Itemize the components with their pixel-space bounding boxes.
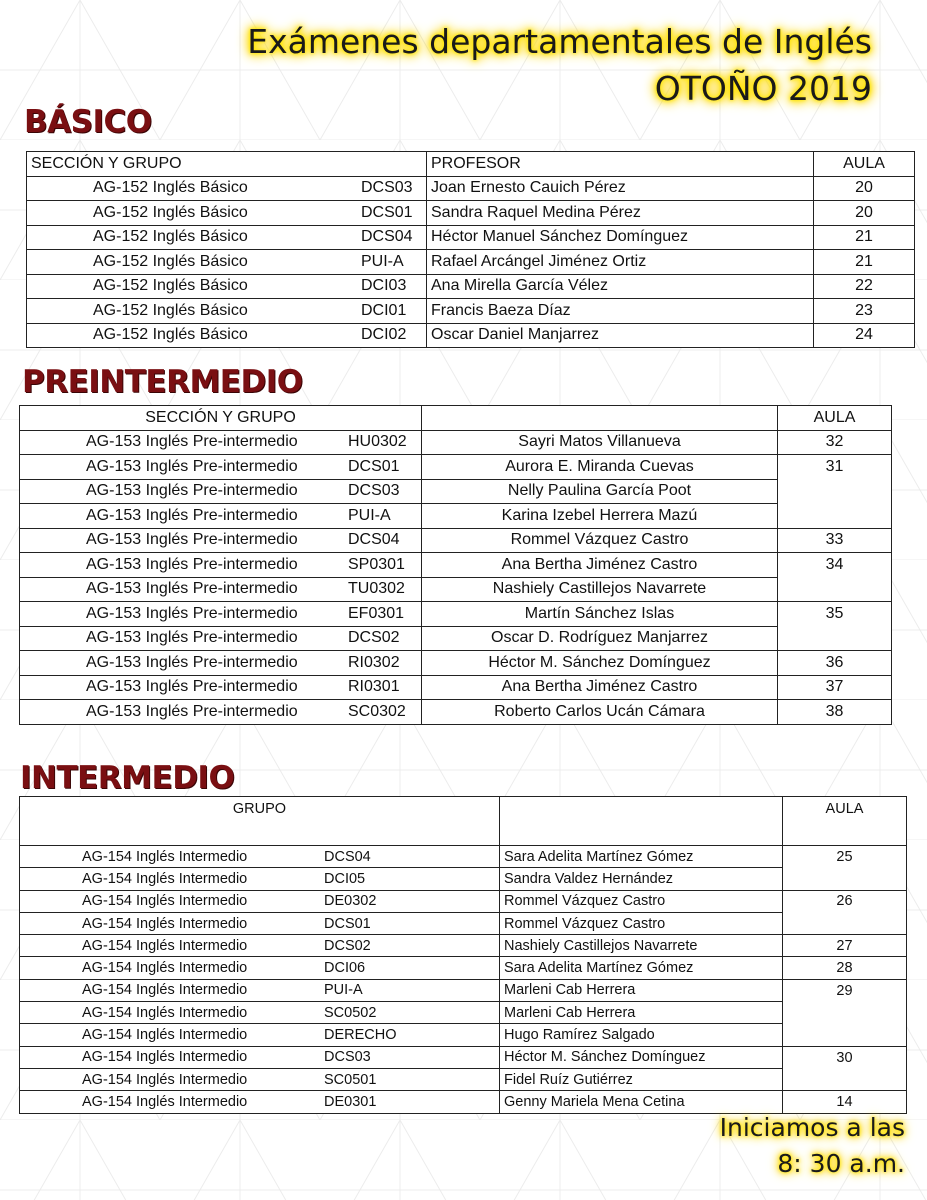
teacher-cell: Rafael Arcángel Jiménez Ortiz (427, 250, 814, 275)
teacher-cell: Roberto Carlos Ucán Cámara (422, 700, 778, 725)
course-name: AG-152 Inglés Básico (93, 252, 248, 270)
note-line-2: 8: 30 a.m. (777, 1149, 905, 1178)
table-row (20, 504, 892, 529)
course-name: AG-154 Inglés Intermedio (82, 982, 248, 999)
course-name: AG-153 Inglés Pre-intermedio (86, 629, 298, 647)
group-code: DCS01 (324, 915, 371, 932)
group-code: DCS03 (361, 179, 413, 197)
header-aula: AULA (814, 152, 915, 177)
teacher-cell: Karina Izebel Herrera Mazú (422, 504, 778, 529)
group-code: DCI06 (324, 960, 366, 977)
section-group-cell (20, 1046, 500, 1068)
aula-cell: 23 (814, 299, 915, 324)
table-row (20, 890, 907, 912)
group-code: TU0302 (348, 580, 405, 598)
table-row (27, 225, 915, 250)
course-name: AG-154 Inglés Intermedio (82, 1093, 248, 1110)
table-preintermedio (19, 405, 892, 725)
course-name: AG-154 Inglés Intermedio (82, 1049, 248, 1066)
header-aula: AULA (783, 797, 907, 846)
group-code: DCI01 (361, 301, 407, 319)
group-code: DCS04 (361, 228, 413, 246)
aula-cell: 25 (783, 846, 907, 868)
group-code: DCS04 (324, 848, 371, 865)
course-name: AG-152 Inglés Básico (93, 301, 248, 319)
header-seccion: SECCIÓN Y GRUPO (20, 406, 422, 431)
course-name: AG-153 Inglés Pre-intermedio (86, 702, 298, 720)
course-name: AG-152 Inglés Básico (93, 277, 248, 295)
group-code: PUI-A (361, 252, 404, 270)
section-group-cell (20, 1091, 500, 1113)
teacher-cell: Héctor M. Sánchez Domínguez (500, 1046, 783, 1068)
table-row (20, 528, 892, 553)
note-line-1: Iniciamos a las (719, 1113, 905, 1142)
section-group-cell (20, 1002, 500, 1024)
table-row (20, 553, 892, 578)
aula-cell (778, 626, 892, 651)
table-row (27, 323, 915, 348)
group-code: EF0301 (348, 604, 405, 622)
header-profesor-empty (422, 406, 778, 431)
group-code: SC0501 (324, 1071, 377, 1088)
heading-basico: BÁSICO (24, 104, 152, 140)
aula-cell: 36 (778, 651, 892, 676)
table-row (27, 274, 915, 299)
teacher-cell: Rommel Vázquez Castro (422, 528, 778, 553)
section-group-cell (20, 675, 422, 700)
teacher-cell: Marleni Cab Herrera (500, 1002, 783, 1024)
table-header-row (20, 406, 892, 431)
section-group-cell (20, 577, 422, 602)
group-code: DCS02 (324, 937, 371, 954)
title-line-2: OTOÑO 2019 (654, 69, 872, 108)
group-code: DCI02 (361, 326, 407, 344)
teacher-cell: Héctor Manuel Sánchez Domínguez (427, 225, 814, 250)
section-group-cell (20, 912, 500, 934)
section-group-cell (27, 225, 427, 250)
group-code: SC0302 (348, 702, 406, 720)
aula-cell (783, 1002, 907, 1024)
course-name: AG-153 Inglés Pre-intermedio (86, 604, 298, 622)
teacher-cell: Nashiely Castillejos Navarrete (422, 577, 778, 602)
teacher-cell: Rommel Vázquez Castro (500, 890, 783, 912)
section-group-cell (20, 504, 422, 529)
teacher-cell: Hugo Ramírez Salgado (500, 1024, 783, 1046)
group-code: DCS01 (348, 457, 400, 475)
table-row (20, 455, 892, 480)
teacher-cell: Martín Sánchez Islas (422, 602, 778, 627)
aula-cell (783, 912, 907, 934)
course-name: AG-152 Inglés Básico (93, 326, 248, 344)
course-name: AG-154 Inglés Intermedio (82, 1027, 248, 1044)
course-name: AG-153 Inglés Pre-intermedio (86, 653, 298, 671)
section-group-cell (20, 602, 422, 627)
section-group-cell (20, 935, 500, 957)
group-code: SP0301 (348, 555, 405, 573)
aula-cell: 35 (778, 602, 892, 627)
aula-cell: 14 (783, 1091, 907, 1113)
teacher-cell: Ana Bertha Jiménez Castro (422, 675, 778, 700)
aula-cell: 37 (778, 675, 892, 700)
course-name: AG-152 Inglés Básico (93, 203, 248, 221)
course-name: AG-152 Inglés Básico (93, 179, 248, 197)
header-profesor: PROFESOR (427, 152, 814, 177)
aula-cell: 32 (778, 430, 892, 455)
table-row (20, 430, 892, 455)
teacher-cell: Fidel Ruíz Gutiérrez (500, 1068, 783, 1090)
section-group-cell (20, 1068, 500, 1090)
teacher-cell: Sayri Matos Villanueva (422, 430, 778, 455)
section-group-cell (20, 651, 422, 676)
section-group-cell (20, 1024, 500, 1046)
course-name: AG-154 Inglés Intermedio (82, 893, 248, 910)
course-name: AG-152 Inglés Básico (93, 228, 248, 246)
group-code: RI0302 (348, 653, 400, 671)
course-name: AG-154 Inglés Intermedio (82, 960, 248, 977)
table-row (20, 700, 892, 725)
teacher-cell: Aurora E. Miranda Cuevas (422, 455, 778, 480)
group-code: DCI03 (361, 277, 407, 295)
section-group-cell (20, 700, 422, 725)
aula-cell: 38 (778, 700, 892, 725)
table-row (20, 651, 892, 676)
group-code: DE0301 (324, 1093, 377, 1110)
table-row (27, 176, 915, 201)
aula-cell (783, 1024, 907, 1046)
aula-cell: 21 (814, 250, 915, 275)
teacher-cell: Oscar D. Rodríguez Manjarrez (422, 626, 778, 651)
table-intermedio (19, 796, 907, 1114)
group-code: PUI-A (348, 506, 391, 524)
teacher-cell: Joan Ernesto Cauich Pérez (427, 176, 814, 201)
table-row (20, 1002, 907, 1024)
section-group-cell (20, 455, 422, 480)
aula-cell (778, 577, 892, 602)
section-group-cell (27, 323, 427, 348)
teacher-cell: Francis Baeza Díaz (427, 299, 814, 324)
table-header-row (27, 152, 915, 177)
table-row (20, 868, 907, 890)
teacher-cell: Nashiely Castillejos Navarrete (500, 935, 783, 957)
course-name: AG-154 Inglés Intermedio (82, 915, 248, 932)
section-group-cell (20, 430, 422, 455)
header-seccion: SECCIÓN Y GRUPO (27, 152, 427, 177)
aula-cell: 24 (814, 323, 915, 348)
section-group-cell (20, 890, 500, 912)
section-group-cell (27, 176, 427, 201)
teacher-cell: Ana Bertha Jiménez Castro (422, 553, 778, 578)
teacher-cell: Sandra Valdez Hernández (500, 868, 783, 890)
aula-cell: 27 (783, 935, 907, 957)
aula-cell: 30 (783, 1046, 907, 1068)
aula-cell: 34 (778, 553, 892, 578)
table-row (27, 201, 915, 226)
section-group-cell (20, 868, 500, 890)
teacher-cell: Genny Mariela Mena Cetina (500, 1091, 783, 1113)
aula-cell (783, 868, 907, 890)
course-name: AG-153 Inglés Pre-intermedio (86, 506, 298, 524)
aula-cell (778, 479, 892, 504)
aula-cell: 31 (778, 455, 892, 480)
table-row (20, 846, 907, 868)
group-code: DCS01 (361, 203, 413, 221)
table-basico (26, 151, 915, 348)
course-name: AG-153 Inglés Pre-intermedio (86, 482, 298, 500)
table-row (20, 675, 892, 700)
heading-intermedio: INTERMEDIO (20, 760, 235, 796)
course-name: AG-153 Inglés Pre-intermedio (86, 580, 298, 598)
course-name: AG-153 Inglés Pre-intermedio (86, 531, 298, 549)
section-group-cell (20, 528, 422, 553)
course-name: AG-154 Inglés Intermedio (82, 848, 248, 865)
teacher-cell: Oscar Daniel Manjarrez (427, 323, 814, 348)
group-code: PUI-A (324, 982, 363, 999)
group-code: DCS02 (348, 629, 400, 647)
table-row (20, 935, 907, 957)
teacher-cell: Héctor M. Sánchez Domínguez (422, 651, 778, 676)
course-name: AG-153 Inglés Pre-intermedio (86, 433, 298, 451)
header-grupo: GRUPO (20, 797, 500, 846)
aula-cell: 22 (814, 274, 915, 299)
table-row (20, 979, 907, 1001)
group-code: DERECHO (324, 1027, 397, 1044)
title-line-1: Exámenes departamentales de Inglés (247, 22, 872, 61)
table-row (20, 1046, 907, 1068)
section-group-cell (20, 957, 500, 979)
header-profesor-empty (500, 797, 783, 846)
aula-cell: 26 (783, 890, 907, 912)
teacher-cell: Sara Adelita Martínez Gómez (500, 846, 783, 868)
table-row (20, 912, 907, 934)
section-group-cell (20, 846, 500, 868)
aula-cell: 28 (783, 957, 907, 979)
table-row (27, 299, 915, 324)
aula-cell (778, 504, 892, 529)
course-name: AG-153 Inglés Pre-intermedio (86, 555, 298, 573)
aula-cell: 29 (783, 979, 907, 1001)
table-row (20, 1068, 907, 1090)
table-row (20, 577, 892, 602)
course-name: AG-154 Inglés Intermedio (82, 1004, 248, 1021)
group-code: DCS04 (348, 531, 400, 549)
aula-cell (783, 1068, 907, 1090)
teacher-cell: Ana Mirella García Vélez (427, 274, 814, 299)
section-group-cell (27, 299, 427, 324)
table-row (20, 957, 907, 979)
page-title (247, 18, 872, 112)
group-code: DCI05 (324, 870, 366, 887)
course-name: AG-154 Inglés Intermedio (82, 870, 248, 887)
section-group-cell (27, 250, 427, 275)
table-row (27, 250, 915, 275)
course-name: AG-153 Inglés Pre-intermedio (86, 678, 298, 696)
table-header-row (20, 797, 907, 846)
table-row (20, 626, 892, 651)
section-group-cell (20, 979, 500, 1001)
group-code: HU0302 (348, 433, 407, 451)
section-group-cell (20, 479, 422, 504)
heading-preintermedio: PREINTERMEDIO (22, 364, 303, 400)
teacher-cell: Marleni Cab Herrera (500, 979, 783, 1001)
teacher-cell: Nelly Paulina García Poot (422, 479, 778, 504)
section-group-cell (20, 553, 422, 578)
course-name: AG-153 Inglés Pre-intermedio (86, 457, 298, 475)
group-code: DE0302 (324, 893, 377, 910)
group-code: DCS03 (348, 482, 400, 500)
course-name: AG-154 Inglés Intermedio (82, 1071, 248, 1088)
teacher-cell: Rommel Vázquez Castro (500, 912, 783, 934)
group-code: DCS03 (324, 1049, 371, 1066)
section-group-cell (27, 201, 427, 226)
aula-cell: 21 (814, 225, 915, 250)
table-row (20, 479, 892, 504)
group-code: SC0502 (324, 1004, 377, 1021)
section-group-cell (27, 274, 427, 299)
aula-cell: 20 (814, 176, 915, 201)
teacher-cell: Sara Adelita Martínez Gómez (500, 957, 783, 979)
table-row (20, 602, 892, 627)
start-time-note (720, 1110, 905, 1182)
header-aula: AULA (778, 406, 892, 431)
teacher-cell: Sandra Raquel Medina Pérez (427, 201, 814, 226)
course-name: AG-154 Inglés Intermedio (82, 937, 248, 954)
table-row (20, 1024, 907, 1046)
aula-cell: 33 (778, 528, 892, 553)
section-group-cell (20, 626, 422, 651)
group-code: RI0301 (348, 678, 400, 696)
aula-cell: 20 (814, 201, 915, 226)
